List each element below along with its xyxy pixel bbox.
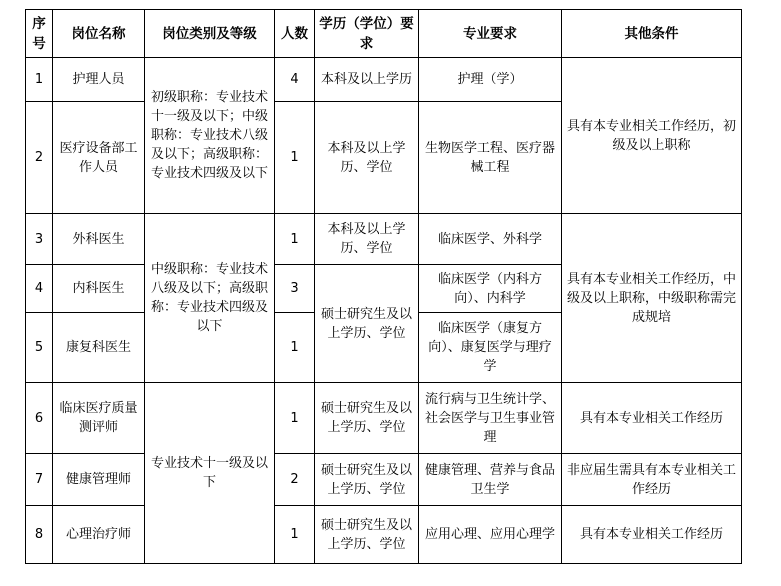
cell-education: 硕士研究生及以上学历、学位: [315, 265, 419, 383]
cell-position: 心理治疗师: [53, 506, 145, 564]
cell-position: 护理人员: [53, 58, 145, 102]
cell-category: 中级职称：专业技术八级及以下；高级职称：专业技术四级及以下: [145, 214, 275, 383]
cell-education: 本科及以上学历、学位: [315, 102, 419, 214]
cell-count: 1: [275, 383, 315, 454]
header-position: 岗位名称: [53, 10, 145, 58]
cell-major: 健康管理、营养与食品卫生学: [419, 454, 562, 506]
cell-major: 临床医学、外科学: [419, 214, 562, 265]
cell-education: 硕士研究生及以上学历、学位: [315, 383, 419, 454]
table-row: [26, 58, 742, 102]
cell-seq: 8: [26, 506, 53, 564]
cell-other: 具有本专业相关工作经历，初级及以上职称: [562, 58, 742, 214]
header-row: [26, 10, 742, 58]
cell-count: 1: [275, 313, 315, 383]
cell-count: 1: [275, 506, 315, 564]
cell-major: 护理（学）: [419, 58, 562, 102]
cell-major: 应用心理、应用心理学: [419, 506, 562, 564]
cell-count: 3: [275, 265, 315, 313]
cell-position: 内科医生: [53, 265, 145, 313]
cell-seq: 5: [26, 313, 53, 383]
cell-category: 专业技术十一级及以下: [145, 383, 275, 564]
cell-count: 2: [275, 454, 315, 506]
cell-position: 外科医生: [53, 214, 145, 265]
cell-seq: 2: [26, 102, 53, 214]
table-row: [26, 383, 742, 454]
cell-other: 具有本专业相关工作经历: [562, 383, 742, 454]
cell-other: 具有本专业相关工作经历: [562, 506, 742, 564]
header-other: 其他条件: [562, 10, 742, 58]
cell-seq: 6: [26, 383, 53, 454]
table-row: [26, 214, 742, 265]
cell-other: 具有本专业相关工作经历，中级及以上职称，中级职称需完成规培: [562, 214, 742, 383]
cell-position: 康复科医生: [53, 313, 145, 383]
cell-position: 临床医疗质量测评师: [53, 383, 145, 454]
table-row: [26, 506, 742, 564]
header-category: 岗位类别及等级: [145, 10, 275, 58]
cell-major: 临床医学（康复方向）、康复医学与理疗学: [419, 313, 562, 383]
cell-other: 非应届生需具有本专业相关工作经历: [562, 454, 742, 506]
cell-seq: 7: [26, 454, 53, 506]
header-seq: 序号: [26, 10, 53, 58]
cell-major: 流行病与卫生统计学、社会医学与卫生事业管理: [419, 383, 562, 454]
cell-count: 4: [275, 58, 315, 102]
cell-count: 1: [275, 102, 315, 214]
recruitment-table: [25, 9, 742, 564]
header-count: 人数: [275, 10, 315, 58]
cell-major: 生物医学工程、医疗器械工程: [419, 102, 562, 214]
cell-education: 本科及以上学历: [315, 58, 419, 102]
cell-seq: 1: [26, 58, 53, 102]
cell-category: 初级职称：专业技术十一级及以下；中级职称：专业技术八级及以下；高级职称：专业技术四级及以下: [145, 58, 275, 214]
table-row: [26, 454, 742, 506]
cell-position: 健康管理师: [53, 454, 145, 506]
header-education: 学历（学位）要求: [315, 10, 419, 58]
cell-seq: 4: [26, 265, 53, 313]
cell-count: 1: [275, 214, 315, 265]
header-major: 专业要求: [419, 10, 562, 58]
cell-position: 医疗设备部工作人员: [53, 102, 145, 214]
cell-major: 临床医学（内科方向）、内科学: [419, 265, 562, 313]
cell-seq: 3: [26, 214, 53, 265]
cell-education: 硕士研究生及以上学历、学位: [315, 454, 419, 506]
cell-education: 硕士研究生及以上学历、学位: [315, 506, 419, 564]
cell-education: 本科及以上学历、学位: [315, 214, 419, 265]
